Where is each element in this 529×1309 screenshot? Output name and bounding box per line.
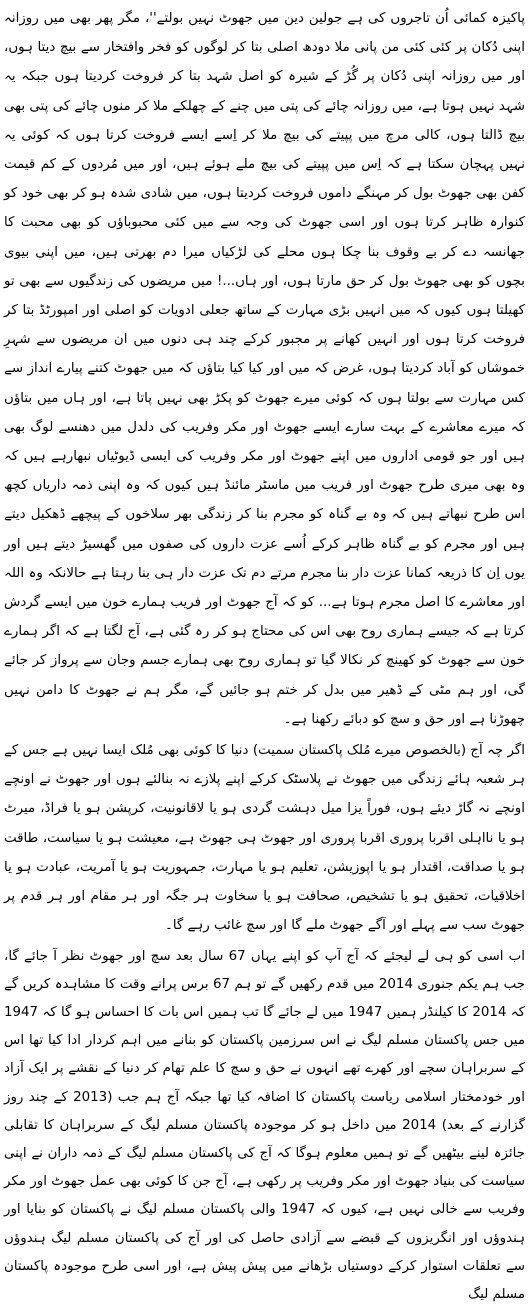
paragraph-muslim-league-1947-2014: اب اسی کو ہی لے لیجئے کہ آج آپ کو اپنے یہاں 67 سال بعد سچ اور جھوٹ نظر آ جائے گا، جب ہم یکم جنوری 2014 میں قدم رکھیں گے تو ہم 67 برس پرانے وقت کا مشاہدہ کریں گے کہ 2014 کا کیلنڈر ہمیں 1947 میں لے جائے گا تب ہمیں اس بات کا احساس ہو گا کہ 1947 میں جس پاکستان مسلم لیگ نے اس سرزمین پاکستان کو بنانے میں اہم کردار ادا کیا تھا اس کے سربراہان سچے اور کھرے تھے انہوں نے حق و سچ کا علم تھام کر دنیا کے نقشے پر ایک آزاد اور خودمختار اسلامی ریاست پاکستان کا اضافہ کیا تھا جبکہ آج ہم جب (2013 کے چند روز گزارنے کے بعد) 2014 میں داخل ہو کر موجودہ پاکستان مسلم لیگ کے سربراہان کا تقابلی جائزہ لینے بیٹھیں گے تو ہمیں معلوم ہوگا کہ آج کی پاکستان مسلم لیگ کے ذمہ داران نے اپنی سیاست کی بنیاد جھوٹ اور مکر وفریب پر رکھی ہے، آج جن کا کوئی بھی عمل جھوٹ اور مکر وفریب سے خالی نہیں ہے، کیوں کہ 1947 والی پاکستان مسلم لیگ نے پاکستان کو بنایا اور ہندوؤں اور انگریزوں کے قبضے سے آزادی حاصل کی اور آج کی پاکستان مسلم لیگ ہندوؤں سے تعلقات استوار کرکے دوستیاں بڑھانے میں پیش پیش ہے، اور اسی طرح موجودہ پاکستان مسلم لیگ xyxy=(4,943,525,1309)
paragraph-confession: پاکیزہ کمائی اُن تاجروں کی ہے جولین دین میں جھوٹ نہیں بولتے''، مگر پھر بھی میں روزانہ اپنی دُکان پر کئی کئی من پانی ملا دودھ اصلی بتا کر لوگوں کو فخر وافتخار سے بیچ دیتا ہوں، اور میں روزانہ اپنی دُکان پر گُڑ کے شیرہ کو اصل شہد بتا کر فروخت کردیتا ہوں جبکہ یہ شہد نہیں ہوتا ہے، میں روزانہ چائے کی پتی میں چنے کے چھلکے ملا کر منوں چائے کی پتی بھی بیچ ڈالتا ہوں، کالی مرچ میں پپیتے کی بیچ ملا کر اِسے ایسے فروخت کرتا ہوں کہ کوئی یہ نہیں پہچان سکتا ہے کہ اِس میں پپیتے کی بیچ ملے ہوئے ہیں، اور میں مُردوں کے کم قیمت کفن بھی جھوٹ بول کر مہنگے داموں فروخت کردیتا ہوں، میں شادی شدہ ہو کر بھی خود کو کنوارہ ظاہر کرتا ہوں اور اسی جھوٹ کی وجہ سے میں کئی محبوباؤں کو بھی محبت کا جھانسہ دے کر بے وقوف بنا چکا ہوں محلے کی لڑکیاں میرا دم بھرتی ہیں، میں اپنی بیوی بچوں کو بھی جھوٹ بول کر حق مارتا ہوں، اور ہاں...! میں مریضوں کی زندگیوں سے بھی تو کھیلتا ہوں کیوں کہ میں انہیں بڑی مہارت کے ساتھ جعلی ادویات کو اصلی اور امپورٹڈ بتا کر فروخت کرتا ہوں اور انہیں کھانے پر مجبور کرکے چند ہی دنوں میں ان مریضوں سے شہرِ خموشاں کو آباد کردیتا ہوں، غرض کہ میں اور کیا کیا بتاؤں کہ میں جھوٹ کتنے پیارے انداز سے کس مہارت سے بولتا ہوں کہ کوئی میرے جھوٹ کو پکڑ بھی نہیں پاتا ہے، اور ہاں میں بتاؤں کہ میرے معاشرے کے بہت سارے ایسے جھوٹ اور مکر وفریب کی دلدل میں دھنسے لوگ بھی ہیں اور جو قومی اداروں میں اپنے جھوٹ اور مکر وفریب کی ایسی ڈیوٹیاں نبھارہے ہیں کہ وہ بھی میری طرح جھوٹ اور فریب میں ماسٹر مائنڈ ہیں کیوں کہ وہ اپنی ذمہ داریاں کچھ اس طرح نبھاتے ہیں کہ وہ بے گناہ کو مجرم بنا کر زندگی بھر سلاخوں کے پیچھے ڈھکیل دیتے ہیں اور مجرم کو بے گناہ ظاہر کرکے اُسے عزت داروں کی صفوں میں گھسیڑ دیتے ہیں اور یوں اِن کا ذریعہ کمانا عزت دار بنا مجرم مرتے دم تک عزت دار ہی بنا رہتا ہے حالانکہ وہ اللہ اور معاشرے کا اصل مجرم ہوتا ہے... کو کہ آج جھوٹ اور فریب ہمارے خون میں ایسے گردش کرتا ہے کہ جیسے ہماری روح بھی اس کی محتاج ہو کر رہ گئی ہے، آج لگتا ہے کہ اگر ہمارے خون سے جھوٹ کو کھینچ کر نکالا گیا تو ہماری روح بھی ہمارے جسم وجان سے پرواز کر جائے گی، اور ہم مٹی کے ڈھیر میں بدل کر ختم ہو جائیں گے، مگر ہم نے جھوٹ کا دامن نہیں چھوڑنا ہے اور حق و سچ کو دبائے رکھنا ہے۔ xyxy=(4,4,525,734)
paragraph-lies-everywhere: اگر چہ آج (بالخصوص میرے مُلک پاکستان سمیت) دنیا کا کوئی بھی مُلک ایسا نہیں ہے جس کے ہر شعبہ ہائے زندگی میں جھوٹ نے پلاسٹک کرکے اپنے پلازے نہ بنالئے ہوں اور جھوٹ نے اونچے اونچے نہ گاڑ دیئے ہوں، فوراً یزا میل دہشت گردی ہو یا لاقانونیت، کرپشن ہو یا فراڈ، میرٹ ہو یا نااہلی اقربا پروری اقربا پروری اور جھوٹ ہی جھوٹ ہے، معیشت ہو یا سیاست، طاقت ہو یا صداقت، اقتدار ہو یا اپوزیشن، تعلیم ہو یا مہارت، جمہوریت ہو یا آمریت، عبادت ہو یا اخلاقیات، تحقیق ہو یا تشخیص، صحافت ہو یا سخاوت ہر جگہ اور ہر مقام اور ہر قدم پر جھوٹ سب سے پہلے اور آگے جھوٹ ملے گا اور سچ غائب رہے گا۔ xyxy=(4,736,525,940)
